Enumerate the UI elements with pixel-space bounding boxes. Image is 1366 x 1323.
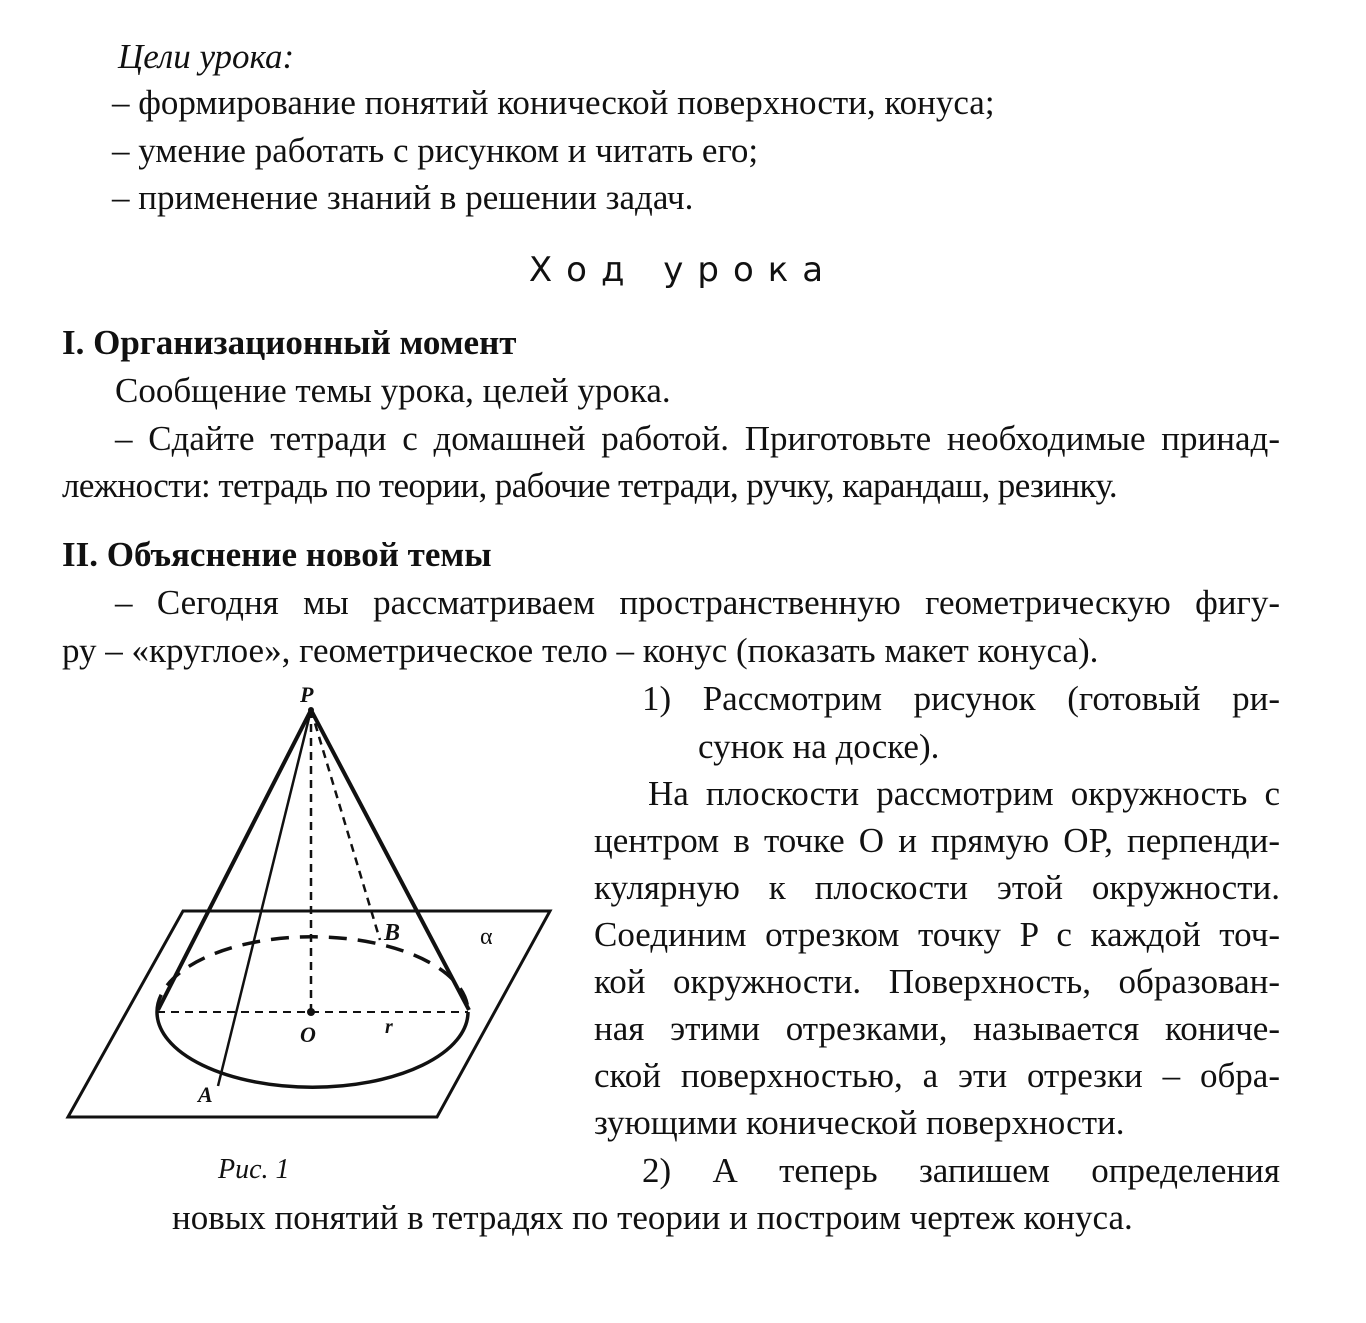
label-b: B [384,920,401,946]
item-2-line-2: новых понятий в тетрадях по теории и построим чертеж конуса. [172,1198,1133,1237]
goal-item-3: – применение знаний в решении задач. [112,178,694,217]
para-line-5: кой окружности. Поверхность, образован- [594,962,1280,1001]
cone-figure [55,680,565,1130]
section-1-line-2: – Сдайте тетради с домашней работой. Приготовьте необходимые принад- [115,419,1280,458]
para-line-2: центром в точке O и прямую OP, перпенди- [594,821,1280,860]
item-2-line-1: 2) А теперь запишем определения [642,1151,1280,1190]
item-1-line-2: сунок на доске). [698,727,940,766]
label-o: O [300,1022,316,1047]
label-a: A [198,1082,213,1107]
section-2-line-1: – Сегодня мы рассматриваем пространственную геометрическую фигу- [115,583,1280,622]
section-1-line-1: Сообщение темы урока, целей урока. [115,371,671,410]
para-line-6: ная этими отрезками, называется кониче- [594,1009,1280,1048]
section-1-line-3: лежности: тетрадь по теории, рабочие тетради, ручку, карандаш, резинку. [62,466,1117,505]
para-line-3: кулярную к плоскости этой окружности. [594,868,1280,907]
goal-item-2: – умение работать с рисунком и читать его; [112,131,759,170]
section-2-title: II. Объяснение новой темы [62,535,492,574]
label-p: P [300,682,314,707]
generatrix-pa [218,710,311,1086]
para-line-1: На плоскости рассмотрим окружность с [648,774,1280,813]
lesson-heading: Ход урока [528,250,838,290]
goal-item-1: – формирование понятий конической поверхности, конуса; [112,83,995,122]
goals-title: Цели урока: [118,37,295,76]
point-o [307,1008,315,1016]
section-2-line-2: ру – «круглое», геометрическое тело – конус (показать макет конуса). [62,631,1099,670]
para-line-8: зующими конической поверхности. [594,1103,1125,1142]
generatrix-left [158,710,311,1010]
section-1-title: I. Организационный момент [62,323,517,362]
item-1-line-1: 1) Рассмотрим рисунок (готовый ри- [642,679,1280,718]
para-line-4: Соединим отрезком точку P с каждой точ- [594,915,1280,954]
label-r: r [385,1016,393,1038]
generatrix-right [311,710,469,1010]
para-line-7: ской поверхностью, а эти отрезки – обра- [594,1056,1280,1095]
figure-caption: Рис. 1 [218,1154,290,1185]
label-alpha: α [480,924,493,950]
base-ellipse-back [157,937,468,1012]
